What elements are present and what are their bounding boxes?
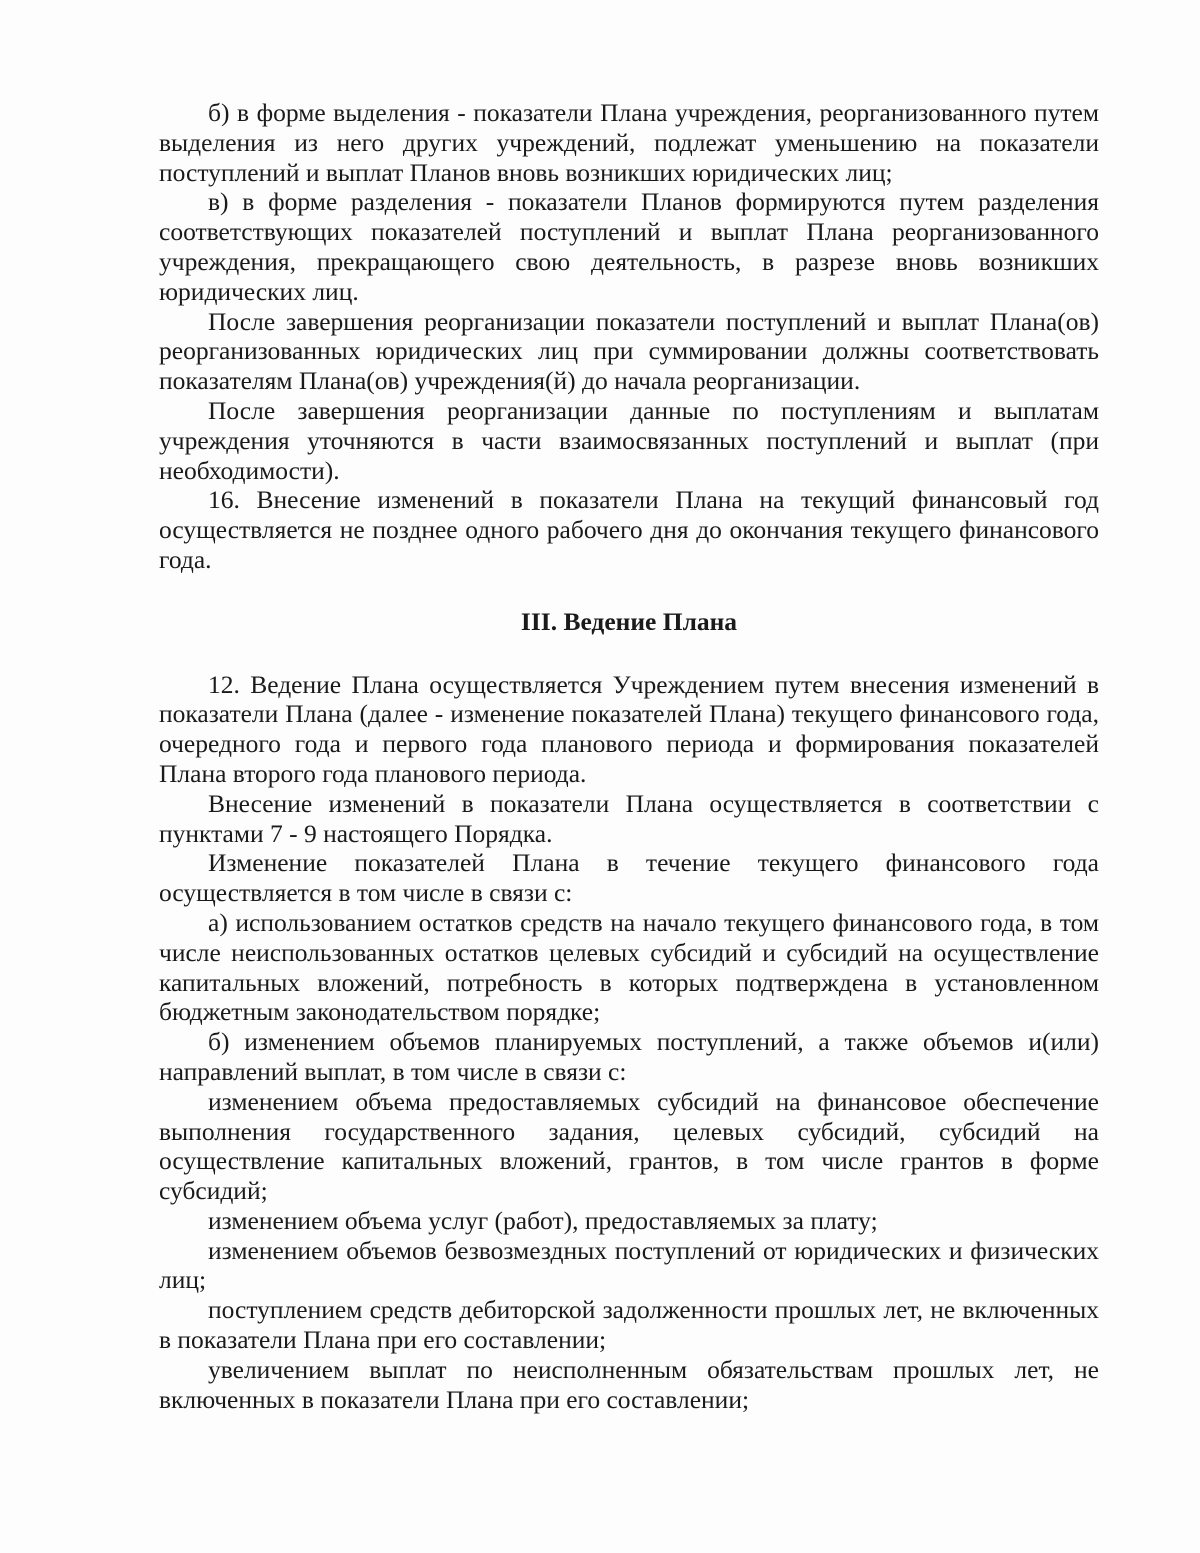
paragraph-changes-per-items: Внесение изменений в показатели Плана осуществляется в соответствии с пунктами 7 - 9 настоящего Порядка. xyxy=(159,788,1099,848)
paragraph-unfulfilled-obligations: увеличением выплат по неисполненным обязательствам прошлых лет, не включенных в показатели Плана при его составлении; xyxy=(159,1354,1099,1414)
section-heading: III. Ведение Плана xyxy=(520,606,738,636)
paragraph-subitem-b: б) изменением объемов планируемых поступлений, а также объемов и(или) направлений выплат, в том числе в связи с: xyxy=(159,1027,1099,1086)
paragraph-item-12: 12. Ведение Плана осуществляется Учреждением путем внесения изменений в показатели Плана (далее - изменение показателей Плана) текущего финансового года, очередного года и первого года планового периода и формирования показателей Плана второго года планового периода. xyxy=(159,669,1099,788)
paragraph-item-16: 16. Внесение изменений в показатели Плана на текущий финансовый год осуществляется не позднее одного рабочего дня до окончания текущего финансового года. xyxy=(159,485,1099,574)
paragraph-reorganization-separation: б) в форме выделения - показатели Плана учреждения, реорганизованного путем выделения из него других учреждений, подлежат уменьшению на показатели поступлений и выплат Планов вновь возникших юридических лиц; xyxy=(159,98,1099,187)
paragraph-changes-during-year: Изменение показателей Плана в течение текущего финансового года осуществляется в том числе в связи с: xyxy=(159,848,1099,908)
document-body xyxy=(159,98,1099,1414)
paragraph-after-reorganization-sum: После завершения реорганизации показатели поступлений и выплат Плана(ов) реорганизованных юридических лиц при суммировании должны соответствовать показателям Плана(ов) учреждения(й) до начала реорганизации. xyxy=(159,306,1099,396)
paragraph-after-reorganization-clarify: После завершения реорганизации данные по поступлениям и выплатам учреждения уточняются в части взаимосвязанных поступлений и выплат (при необходимости). xyxy=(159,395,1099,485)
paragraph-subsidy-volume: изменением объема предоставляемых субсидий на финансовое обеспечение выполнения государственного задания, целевых субсидий, субсидий на осуществление капитальных вложений, грантов, в том числе грантов в форме субсидий; xyxy=(159,1086,1099,1206)
paragraph-reorganization-division: в) в форме разделения - показатели Планов формируются путем разделения соответствующих показателей поступлений и выплат Плана реорганизованного учреждения, прекращающего свою деятельность, в разрезе вновь возникших юридических лиц. xyxy=(159,187,1099,306)
paragraph-receivables: поступлением средств дебиторской задолженности прошлых лет, не включенных в показатели Плана при его составлении; xyxy=(159,1295,1099,1355)
paragraph-subitem-a: а) использованием остатков средств на начало текущего финансового года, в том числе неиспользованных остатков целевых субсидий и субсидий на осуществление капитальных вложений, потребность в которых подтверждена в установленном бюджетным законодательством порядке; xyxy=(159,907,1099,1027)
paragraph-paid-services: изменением объема услуг (работ), предоставляемых за плату; xyxy=(208,1205,878,1235)
paragraph-gratuitous-receipts: изменением объемов безвозмездных поступлений от юридических и физических лиц; xyxy=(159,1235,1099,1295)
